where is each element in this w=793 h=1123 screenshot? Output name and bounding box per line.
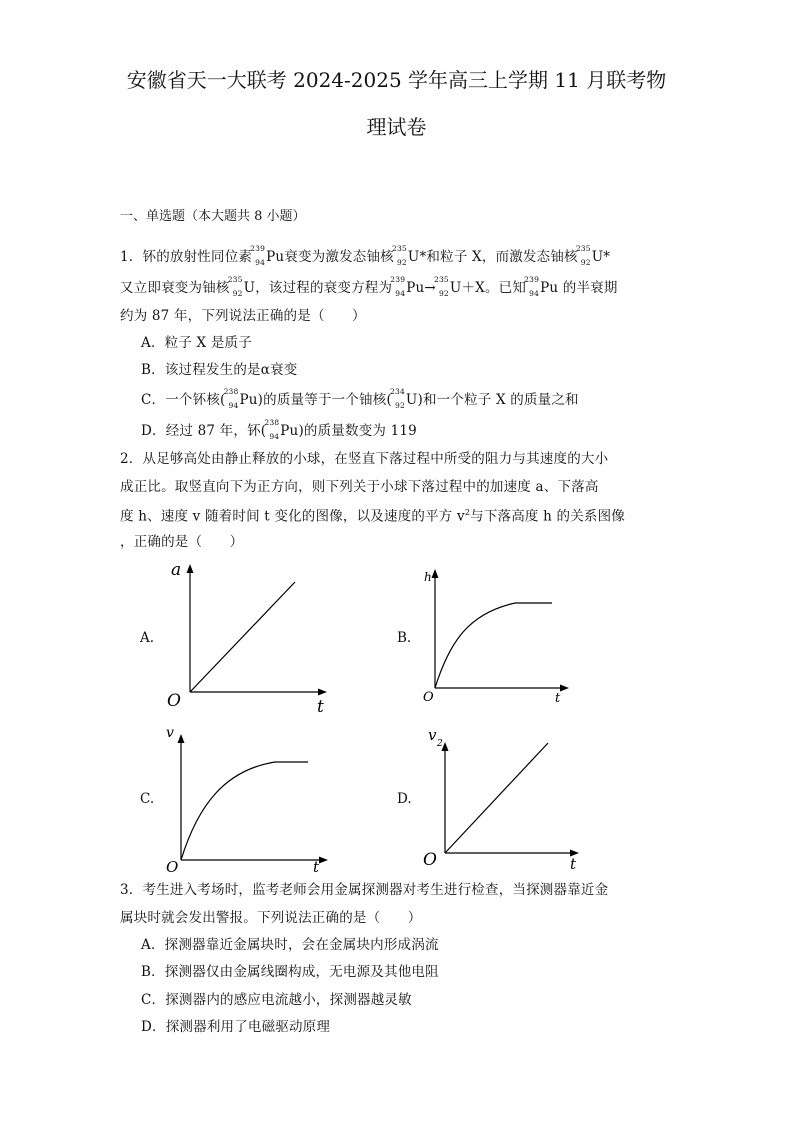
- page-title-line-2: 理试卷: [366, 115, 427, 139]
- graph-a-y-arrow: [187, 564, 194, 573]
- isotope-pu238: 238 94: [264, 418, 280, 441]
- graph-c-x-label: t: [313, 858, 320, 876]
- isotope-u234: 234 92: [390, 387, 405, 410]
- graph-a: [165, 560, 335, 715]
- q1-option-b: B．该过程发生的是α衰变: [141, 362, 298, 378]
- graph-a-origin: O: [167, 691, 181, 711]
- graph-b: [420, 565, 580, 710]
- isotope-u235: 235 92: [227, 275, 243, 298]
- graph-b-curve: [435, 603, 552, 688]
- isotope-u235: 235 92: [575, 244, 591, 267]
- graph-c-x-arrow: [319, 857, 328, 864]
- q3-option-b: B．探测器仅由金属线圈构成，无电源及其他电阻: [141, 964, 439, 980]
- graph-c-option-label: C.: [140, 791, 155, 807]
- graph-d-y-subscript: 2: [437, 739, 443, 749]
- q2-line-3: 度 h、速度 v 随着时间 t 变化的图像，以及速度的平方 $v^2$与下落高度 h 的关系图像: [120, 508, 626, 525]
- graph-d: [420, 725, 585, 875]
- graph-c-y-arrow: [178, 734, 185, 743]
- graph-c-y-label: v: [166, 725, 174, 741]
- graph-d-origin: O: [423, 850, 437, 870]
- graph-d-option-label: D.: [397, 791, 412, 807]
- section-heading: 一、单选题（本大题共 8 小题）: [120, 209, 306, 224]
- graph-a-option-label: A.: [140, 630, 155, 646]
- q3-option-d: D．探测器利用了电磁驱动原理: [141, 1019, 331, 1035]
- graph-b-x-arrow: [560, 685, 569, 692]
- q2-line-4: ，正确的是（ ）: [120, 534, 244, 550]
- isotope-u235: 235 92: [391, 244, 407, 267]
- graph-c-origin: O: [166, 858, 179, 876]
- graph-b-option-label: B.: [397, 630, 412, 646]
- graph-d-curve: [445, 743, 548, 853]
- isotope-u235: 235 92: [433, 275, 449, 298]
- graph-a-curve: [190, 582, 295, 692]
- graph-a-x-label: t: [317, 697, 324, 717]
- q3-option-c: C．探测器内的感应电流越小，探测器越灵敏: [141, 992, 412, 1008]
- isotope-pu239: 239 94: [524, 275, 540, 298]
- graph-d-y-label: v: [428, 726, 437, 744]
- isotope-pu239: 239 94: [390, 275, 406, 298]
- graph-c: [163, 725, 338, 875]
- q3-option-a: A．探测器靠近金属块时，会在金属块内形成涡流: [141, 937, 439, 953]
- q2-line-2: 成正比。取竖直向下为正方向，则下列关于小球下落过程中的加速度 a、下落高: [120, 479, 599, 495]
- graph-a-x-arrow: [318, 689, 327, 696]
- q1-option-d: D．经过 87 年，钚( 238 94 Pu)的质量数变为 119: [141, 418, 417, 441]
- q3-line-1: 3．考生进入考场时，监考老师会用金属探测器对考生进行检查，当探测器靠近金: [120, 882, 609, 898]
- q2-line-1: 2．从足够高处由静止释放的小球，在竖直下落过程中所受的阻力与其速度的大小: [120, 451, 609, 467]
- q1-option-c: C．一个钚核( 238 94 Pu)的质量等于一个铀核( 234 92 U)和一个粒子 X 的质量之和: [141, 387, 579, 410]
- q1-line-2: 又立即衰变为铀核 235 92 U，该过程的衰变方程为 239 94 Pu→ 235 92 U＋X。已知 239 94 Pu 的半衰期: [120, 275, 618, 298]
- q1-line-1: 1．钚的放射性同位素 239 94 Pu衰变为激发态铀核 235 92 U*和粒子 X，而激发态铀核 235 92 U*: [120, 244, 611, 267]
- q1-text: 1．钚的放射性同位素: [120, 249, 253, 265]
- isotope-pu239: 239 94: [250, 244, 266, 267]
- q3-line-2: 属块时就会发出警报。下列说法正确的是（ ）: [120, 910, 422, 926]
- isotope-pu238: 238 94: [223, 387, 239, 410]
- q1-line-3: 约为 87 年，下列说法正确的是（ ）: [120, 308, 366, 324]
- graph-b-x-label: t: [555, 691, 561, 706]
- q1-option-a: A．粒子 X 是质子: [141, 335, 252, 351]
- graph-a-y-label: a: [171, 560, 182, 580]
- graph-b-y-label: h: [424, 570, 432, 584]
- page-title-line-1: 安徽省天一大联考 2024-2025 学年高三上学期 11 月联考物: [126, 68, 667, 92]
- graph-d-x-label: t: [570, 855, 577, 873]
- graph-b-y-arrow: [432, 569, 439, 578]
- graph-b-origin: O: [423, 690, 434, 705]
- graph-c-curve: [181, 762, 308, 860]
- reaction-arrow: →: [424, 280, 436, 296]
